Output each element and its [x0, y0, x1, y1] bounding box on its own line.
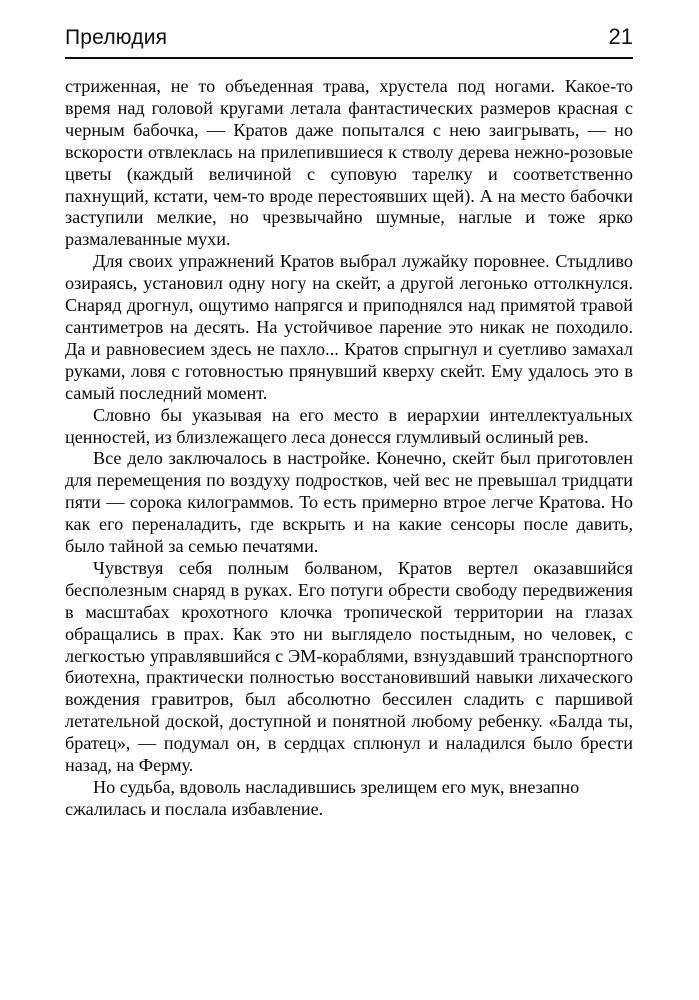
- paragraph: Словно бы указывая на его место в иерархии интеллектуальных ценностей, из близлежащего леса донесся глумливый ослиный рев.: [65, 404, 633, 447]
- paragraph: Все дело заключалось в настройке. Конечно, скейт был приготовлен для перемещения по воздуху подростков, чей вес не превышал тридцати пяти — сорока килограммов. То есть примерно втрое легче Кратова. Но как его переналадить, где вскрыть и на какие сенсоры после давить, было тайной за семью печатями.: [65, 448, 633, 557]
- paragraph: стриженная, не то объеденная трава, хрустела под ногами. Какое-то время над головой кругами летала фантастических размеров красная с черным бабочка, — Кратов даже попытался с нею заигрывать, — но вскорости отвлеклась на прилепившиеся к стволу дерева нежно-розовые цветы (каждый величиной с суповую тарелку и соответственно пахнущий, кстати, чем-то вроде перестоявших щей). А на место бабочки заступили мелкие, но чрезвычайно шумные, наглые и тоже ярко размалеванные мухи.: [65, 76, 633, 250]
- chapter-title: Прелюдия: [65, 26, 168, 49]
- paragraph: Чувствуя себя полным болваном, Кратов вертел оказавшийся бесполезным снаряд в руках. Его потуги обрести свободу передвижения в масштабах крохотного клочка тропической территории на глазах обращались в прах. Как это ни выглядело постыдным, но человек, с легкостью управлявшийся с ЭМ-кораблями, взнуздавший транспортного биотехна, практически полностью восстановивший навыки лихаческого вождения гравитров, был абсолютно бессилен сладить с паршивой летательной доской, доступной и понятной любому ребенку. «Балда ты, братец», — подумал он, в сердцах сплюнул и наладился было брести назад, на Ферму.: [65, 557, 633, 776]
- running-head: [65, 24, 633, 50]
- header-rule: [65, 57, 633, 59]
- page-number: 21: [608, 24, 633, 49]
- body-text-block: [65, 76, 633, 821]
- paragraph: Для своих упражнений Кратов выбрал лужайку поровнее. Стыдливо озираясь, установил одну ногу на скейт, а другой легонько оттолкнулся. Снаряд дрогнул, ощутимо напрягся и приподнялся над примятой травой сантиметров на десять. На устойчивое парение это никак не походило. Да и равновесием здесь не пахло... Кратов спрыгнул и суетливо замахал руками, ловя с готовностью прянувший кверху скейт. Ему удалось это в самый последний момент.: [65, 251, 633, 403]
- paragraph: Но судьба, вдоволь насладившись зрелищем его мук, внезапно сжалилась и послала избавление.: [65, 777, 580, 819]
